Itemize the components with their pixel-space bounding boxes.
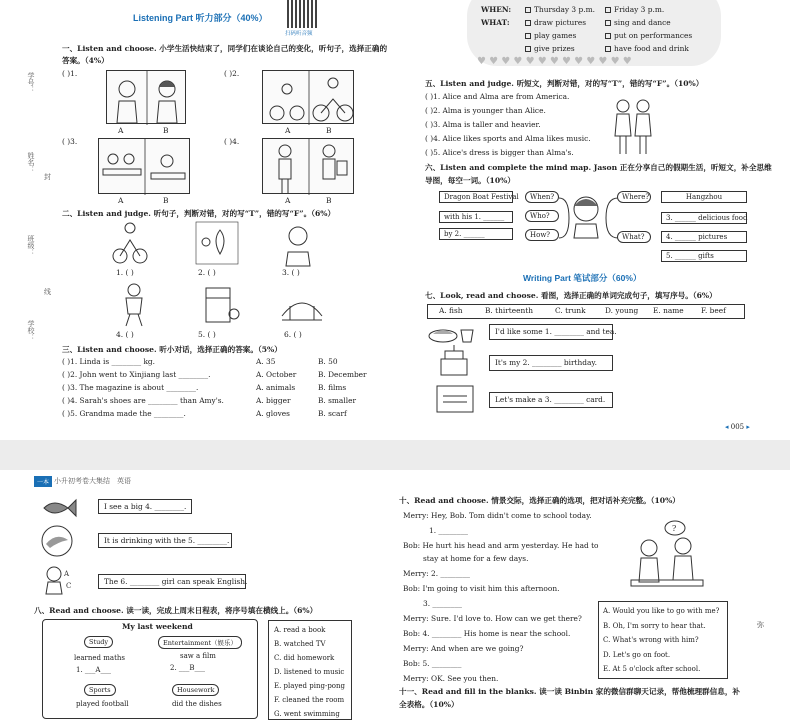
s1-item-1: ( )1. bbox=[62, 69, 78, 78]
house-item-1: did the dishes bbox=[172, 700, 222, 708]
dolphin-illustration bbox=[40, 524, 74, 560]
weekend-card bbox=[42, 619, 258, 719]
mm-when: When? bbox=[525, 191, 559, 203]
s3-row-4-b: B. smaller bbox=[318, 396, 356, 405]
schedule-when-2: Friday 3 p.m. bbox=[605, 4, 664, 15]
s3-row-3-b: B. films bbox=[318, 383, 347, 392]
entertainment-tag: Entertainment（娱乐） bbox=[158, 636, 242, 649]
schedule-what-2: sing and dance bbox=[605, 17, 671, 28]
s2-item-5: 5. ( ) bbox=[198, 330, 216, 339]
s1-b4: B bbox=[326, 196, 332, 205]
mm-right-3: 4. ______ pictures bbox=[661, 231, 747, 243]
schedule-what-6: have food and drink bbox=[605, 43, 689, 54]
mm-how: How? bbox=[525, 229, 559, 241]
section6-title-2: 导图，每空一词。（10%） bbox=[425, 176, 515, 185]
mm-connector-right bbox=[604, 196, 618, 242]
qr-code bbox=[287, 0, 317, 28]
s3-row-2-b: B. December bbox=[318, 370, 367, 379]
s3-row-1-b: B. 50 bbox=[318, 357, 338, 366]
section5-title: 五、Listen and judge. 听短文，判断对错，对的写“T”，错的写“F”。（10%） bbox=[425, 79, 704, 88]
schedule-what-1: draw pictures bbox=[525, 17, 586, 28]
s10-option-c: C. What's wrong with him? bbox=[603, 636, 699, 644]
s1-pic-4 bbox=[262, 138, 354, 194]
s2-item-4: 4. ( ) bbox=[116, 330, 134, 339]
writing-part-header: Writing Part 笔试部分（60%） bbox=[523, 273, 642, 283]
ent-item-2: 2. ___B___ bbox=[170, 664, 206, 672]
sentence-5: It is drinking with the 5. ________. bbox=[104, 536, 230, 545]
tea-and-food-illustration bbox=[427, 322, 477, 346]
twin-girls-illustration bbox=[613, 98, 653, 158]
s7-sentence-3: Let's make a 3. ________ card. bbox=[495, 395, 606, 404]
s7-options-box bbox=[427, 304, 745, 319]
sports-tag: Sports bbox=[84, 684, 116, 696]
s1-item-4: ( )4. bbox=[224, 137, 240, 146]
fish-illustration bbox=[42, 498, 78, 520]
section2-title: 二、Listen and judge. 听句子，判断对错，对的写“T”，错的写“F”。（6%） bbox=[62, 209, 336, 218]
s3-row-2-q: ( )2. John went to Xinjiang last ________. bbox=[62, 370, 211, 379]
s1-pic-1 bbox=[106, 70, 186, 124]
dialog-line-4: stay at home for a few days. bbox=[423, 554, 529, 563]
section6-title: 六、Listen and complete the mind map. Jason 正在分享自己的假期生活，听短文，补全思维 bbox=[425, 163, 772, 172]
section10-title: 十、Read and choose. 情景交际，选择正确的选项，把对话补充完整。（10%） bbox=[399, 496, 680, 505]
side-class: 班级： bbox=[27, 235, 35, 256]
s5-item-5: ( )5. Alice's dress is bigger than Alma's. bbox=[425, 148, 574, 157]
study-tag: Study bbox=[84, 636, 113, 648]
name-card-illustration bbox=[435, 382, 477, 416]
girl-illustration bbox=[40, 564, 74, 596]
dialog-line-10: Merry: And when are we going? bbox=[403, 644, 524, 653]
s3-row-4-q: ( )4. Sarah's shoes are ________ than Amy's. bbox=[62, 396, 224, 405]
s8-option-g: G. went swimming bbox=[274, 710, 340, 718]
page-top-left bbox=[0, 0, 395, 440]
two-kids-illustration bbox=[621, 518, 711, 600]
side-school: 学校： bbox=[27, 320, 35, 341]
section3-title: 三、Listen and choose. 听小对话，选择正确的答案。（5%） bbox=[62, 345, 282, 354]
qr-caption: 扫码听音频 bbox=[285, 31, 313, 37]
section11-title-2: 全表格。（10%） bbox=[399, 700, 459, 709]
s3-row-3-q: ( )3. The magazine is about ________. bbox=[62, 383, 199, 392]
s1-a: A bbox=[118, 126, 124, 135]
s7-option-b: B. thirteenth bbox=[485, 306, 533, 315]
mm-right-2: 3. ______ delicious food bbox=[661, 212, 747, 224]
mm-right-1: Hangzhou bbox=[661, 191, 747, 203]
dialog-line-1: Merry: Hey, Bob. Tom didn't come to school today. bbox=[403, 511, 592, 520]
s5-item-4: ( )4. Alice likes sports and Alma likes music. bbox=[425, 134, 591, 143]
section11-title: 十一、Read and fill in the blanks. 读一读 Binbin 家的微信群聊天记录，帮他梳理群信息，补 bbox=[399, 687, 741, 696]
schedule-what-4: put on performances bbox=[605, 30, 692, 41]
dialog-line-5: Merry: 2. ________ bbox=[403, 569, 470, 578]
s8-option-b: B. watched TV bbox=[274, 640, 326, 648]
s7-option-d: D. young bbox=[605, 306, 639, 315]
mm-what: What? bbox=[617, 231, 651, 243]
s8-option-e: E. played ping-pong bbox=[274, 682, 346, 690]
s2-pic-3 bbox=[280, 224, 320, 268]
s5-item-3: ( )3. Alma is taller and heavier. bbox=[425, 120, 541, 129]
ent-item-1: saw a film bbox=[180, 652, 216, 660]
study-item-2: 1. ___A___ bbox=[76, 666, 111, 674]
book-badge: 一本 bbox=[34, 476, 52, 487]
s8-option-a: A. read a book bbox=[274, 626, 326, 634]
housework-tag: Housework bbox=[172, 684, 219, 696]
s3-row-3-a: A. animals bbox=[256, 383, 296, 392]
side-line: 线 bbox=[44, 288, 51, 296]
side-student-id: 学号： bbox=[27, 72, 35, 93]
section1-title: 一、Listen and choose. 小学生活快结束了，同学们在谈论自己的变化，听句子，选择正确的 bbox=[62, 44, 388, 53]
s10-option-d: D. Let's go on foot. bbox=[603, 651, 671, 659]
schedule-what-3: play games bbox=[525, 30, 576, 41]
schedule-when-label: WHEN: bbox=[481, 5, 512, 14]
mm-right-4: 5. ______ gifts bbox=[661, 250, 747, 262]
svg-text:?: ? bbox=[672, 524, 677, 533]
s8-option-c: C. did homework bbox=[274, 654, 335, 662]
s7-option-e: E. name bbox=[653, 306, 684, 315]
birthday-cake-illustration bbox=[437, 345, 471, 379]
dialog-line-3: Bob: He hurt his head and arm yesterday. He had to bbox=[403, 541, 599, 550]
s2-pic-6 bbox=[280, 286, 324, 328]
listening-part-header: Listening Part 听力部分（40%） bbox=[133, 13, 268, 23]
side-seal: 封 bbox=[44, 173, 51, 181]
dialog-line-8: Merry: Sure. I'd love to. How can we get there? bbox=[403, 614, 582, 623]
s3-row-5-b: B. scarf bbox=[318, 409, 347, 418]
dialog-line-2: 1. ________ bbox=[429, 526, 468, 535]
s1-b: B bbox=[163, 126, 169, 135]
s1-a3: A bbox=[118, 196, 124, 205]
sports-item-1: played football bbox=[76, 700, 129, 708]
s7-option-f: F. beef bbox=[701, 306, 726, 315]
sentence-6: The 6. ________ girl can speak English. bbox=[104, 577, 248, 586]
mm-left-3: by 2. ______ bbox=[439, 228, 513, 240]
s3-row-5-a: A. gloves bbox=[256, 409, 290, 418]
svg-text:C: C bbox=[66, 582, 72, 590]
dialog-line-6: Bob: I'm going to visit him this afternoon. bbox=[403, 584, 560, 593]
s7-sentence-1: I'd like some 1. ________ and tea. bbox=[495, 327, 617, 336]
s10-option-e: E. At 5 o'clock after school. bbox=[603, 665, 701, 673]
s1-item-3: ( )3. bbox=[62, 137, 78, 146]
s3-row-4-a: A. bigger bbox=[256, 396, 291, 405]
dialog-line-7: 3. ________ bbox=[423, 599, 462, 608]
s1-pic-2 bbox=[262, 70, 354, 124]
s2-pic-2 bbox=[194, 220, 240, 268]
s3-row-1-q: ( )1. Linda is ________ kg. bbox=[62, 357, 156, 366]
mm-left-2: with his 1. ______ bbox=[439, 211, 513, 223]
s3-row-2-a: A. October bbox=[256, 370, 297, 379]
book-header: 小升初考卷大集结 英语 bbox=[54, 478, 131, 485]
study-item-1: learned maths bbox=[74, 654, 125, 662]
section8-title: 八、Read and choose. 读一读，完成上周末日程表，将序号填在横线上。（6%） bbox=[34, 606, 318, 615]
s1-a2: A bbox=[285, 126, 291, 135]
s2-pic-4 bbox=[112, 280, 156, 328]
s1-b3: B bbox=[163, 196, 169, 205]
s2-item-2: 2. ( ) bbox=[198, 268, 216, 277]
s3-row-5-q: ( )5. Grandma made the ________. bbox=[62, 409, 186, 418]
side-name: 姓名： bbox=[27, 152, 35, 173]
dialog-line-9: Bob: 4. ________ His home is near the school. bbox=[403, 629, 571, 638]
section1-title-2: 答案。（4%） bbox=[62, 56, 109, 65]
s7-sentence-2: It's my 2. ________ birthday. bbox=[495, 358, 597, 367]
s8-option-d: D. listened to music bbox=[274, 668, 345, 676]
heart-icon: ♥ ♥ ♥ ♥ ♥ ♥ ♥ ♥ ♥ ♥ ♥ ♥ ♥ bbox=[477, 56, 632, 67]
section7-title: 七、Look, read and choose. 看图，选择正确的单词完成句子，填写序号。（6%） bbox=[425, 291, 717, 300]
s7-option-c: C. trunk bbox=[555, 306, 586, 315]
s1-item-2: ( )2. bbox=[224, 69, 240, 78]
s1-a4: A bbox=[285, 196, 291, 205]
s2-item-6: 6. ( ) bbox=[284, 330, 302, 339]
mm-where: Where? bbox=[617, 191, 651, 203]
mm-connector-left bbox=[559, 196, 571, 242]
dialog-line-11: Bob: 5. ________ bbox=[403, 659, 462, 668]
side-char: 弥 bbox=[757, 621, 764, 629]
mm-left-1: Dragon Boat Festival bbox=[439, 191, 513, 203]
s10-option-b: B. Oh, I'm sorry to hear that. bbox=[603, 622, 706, 630]
page-top-right bbox=[395, 0, 790, 440]
s10-option-a: A. Would you like to go with me? bbox=[603, 607, 720, 615]
s2-item-1: 1. ( ) bbox=[116, 268, 134, 277]
mm-who: Who? bbox=[525, 210, 559, 222]
dialog-line-12: Merry: OK. See you then. bbox=[403, 674, 499, 683]
s7-option-a: A. fish bbox=[439, 306, 463, 315]
s1-b2: B bbox=[326, 126, 332, 135]
s8-option-f: F. cleaned the room bbox=[274, 696, 345, 704]
s2-pic-1 bbox=[112, 220, 148, 268]
weekend-card-title: My last weekend bbox=[122, 622, 193, 631]
schedule-what-label: WHAT: bbox=[481, 18, 510, 27]
s1-pic-3 bbox=[98, 138, 190, 194]
sentence-4: I see a big 4. ________. bbox=[104, 502, 187, 511]
schedule-when-1: Thursday 3 p.m. bbox=[525, 4, 595, 15]
svg-text:A: A bbox=[64, 570, 70, 578]
jason-avatar bbox=[569, 194, 603, 240]
s5-item-1: ( )1. Alice and Alma are from America. bbox=[425, 92, 570, 101]
s5-item-2: ( )2. Alma is younger than Alice. bbox=[425, 106, 546, 115]
page-bottom-left bbox=[0, 470, 395, 718]
s2-item-3: 3. ( ) bbox=[282, 268, 300, 277]
page-gap bbox=[0, 440, 790, 470]
page-number: ◂ 005 ▸ bbox=[725, 423, 750, 431]
schedule-what-5: give prizes bbox=[525, 43, 575, 54]
s3-row-1-a: A. 35 bbox=[256, 357, 276, 366]
s2-pic-5 bbox=[196, 284, 240, 328]
page-bottom-right bbox=[395, 470, 790, 713]
